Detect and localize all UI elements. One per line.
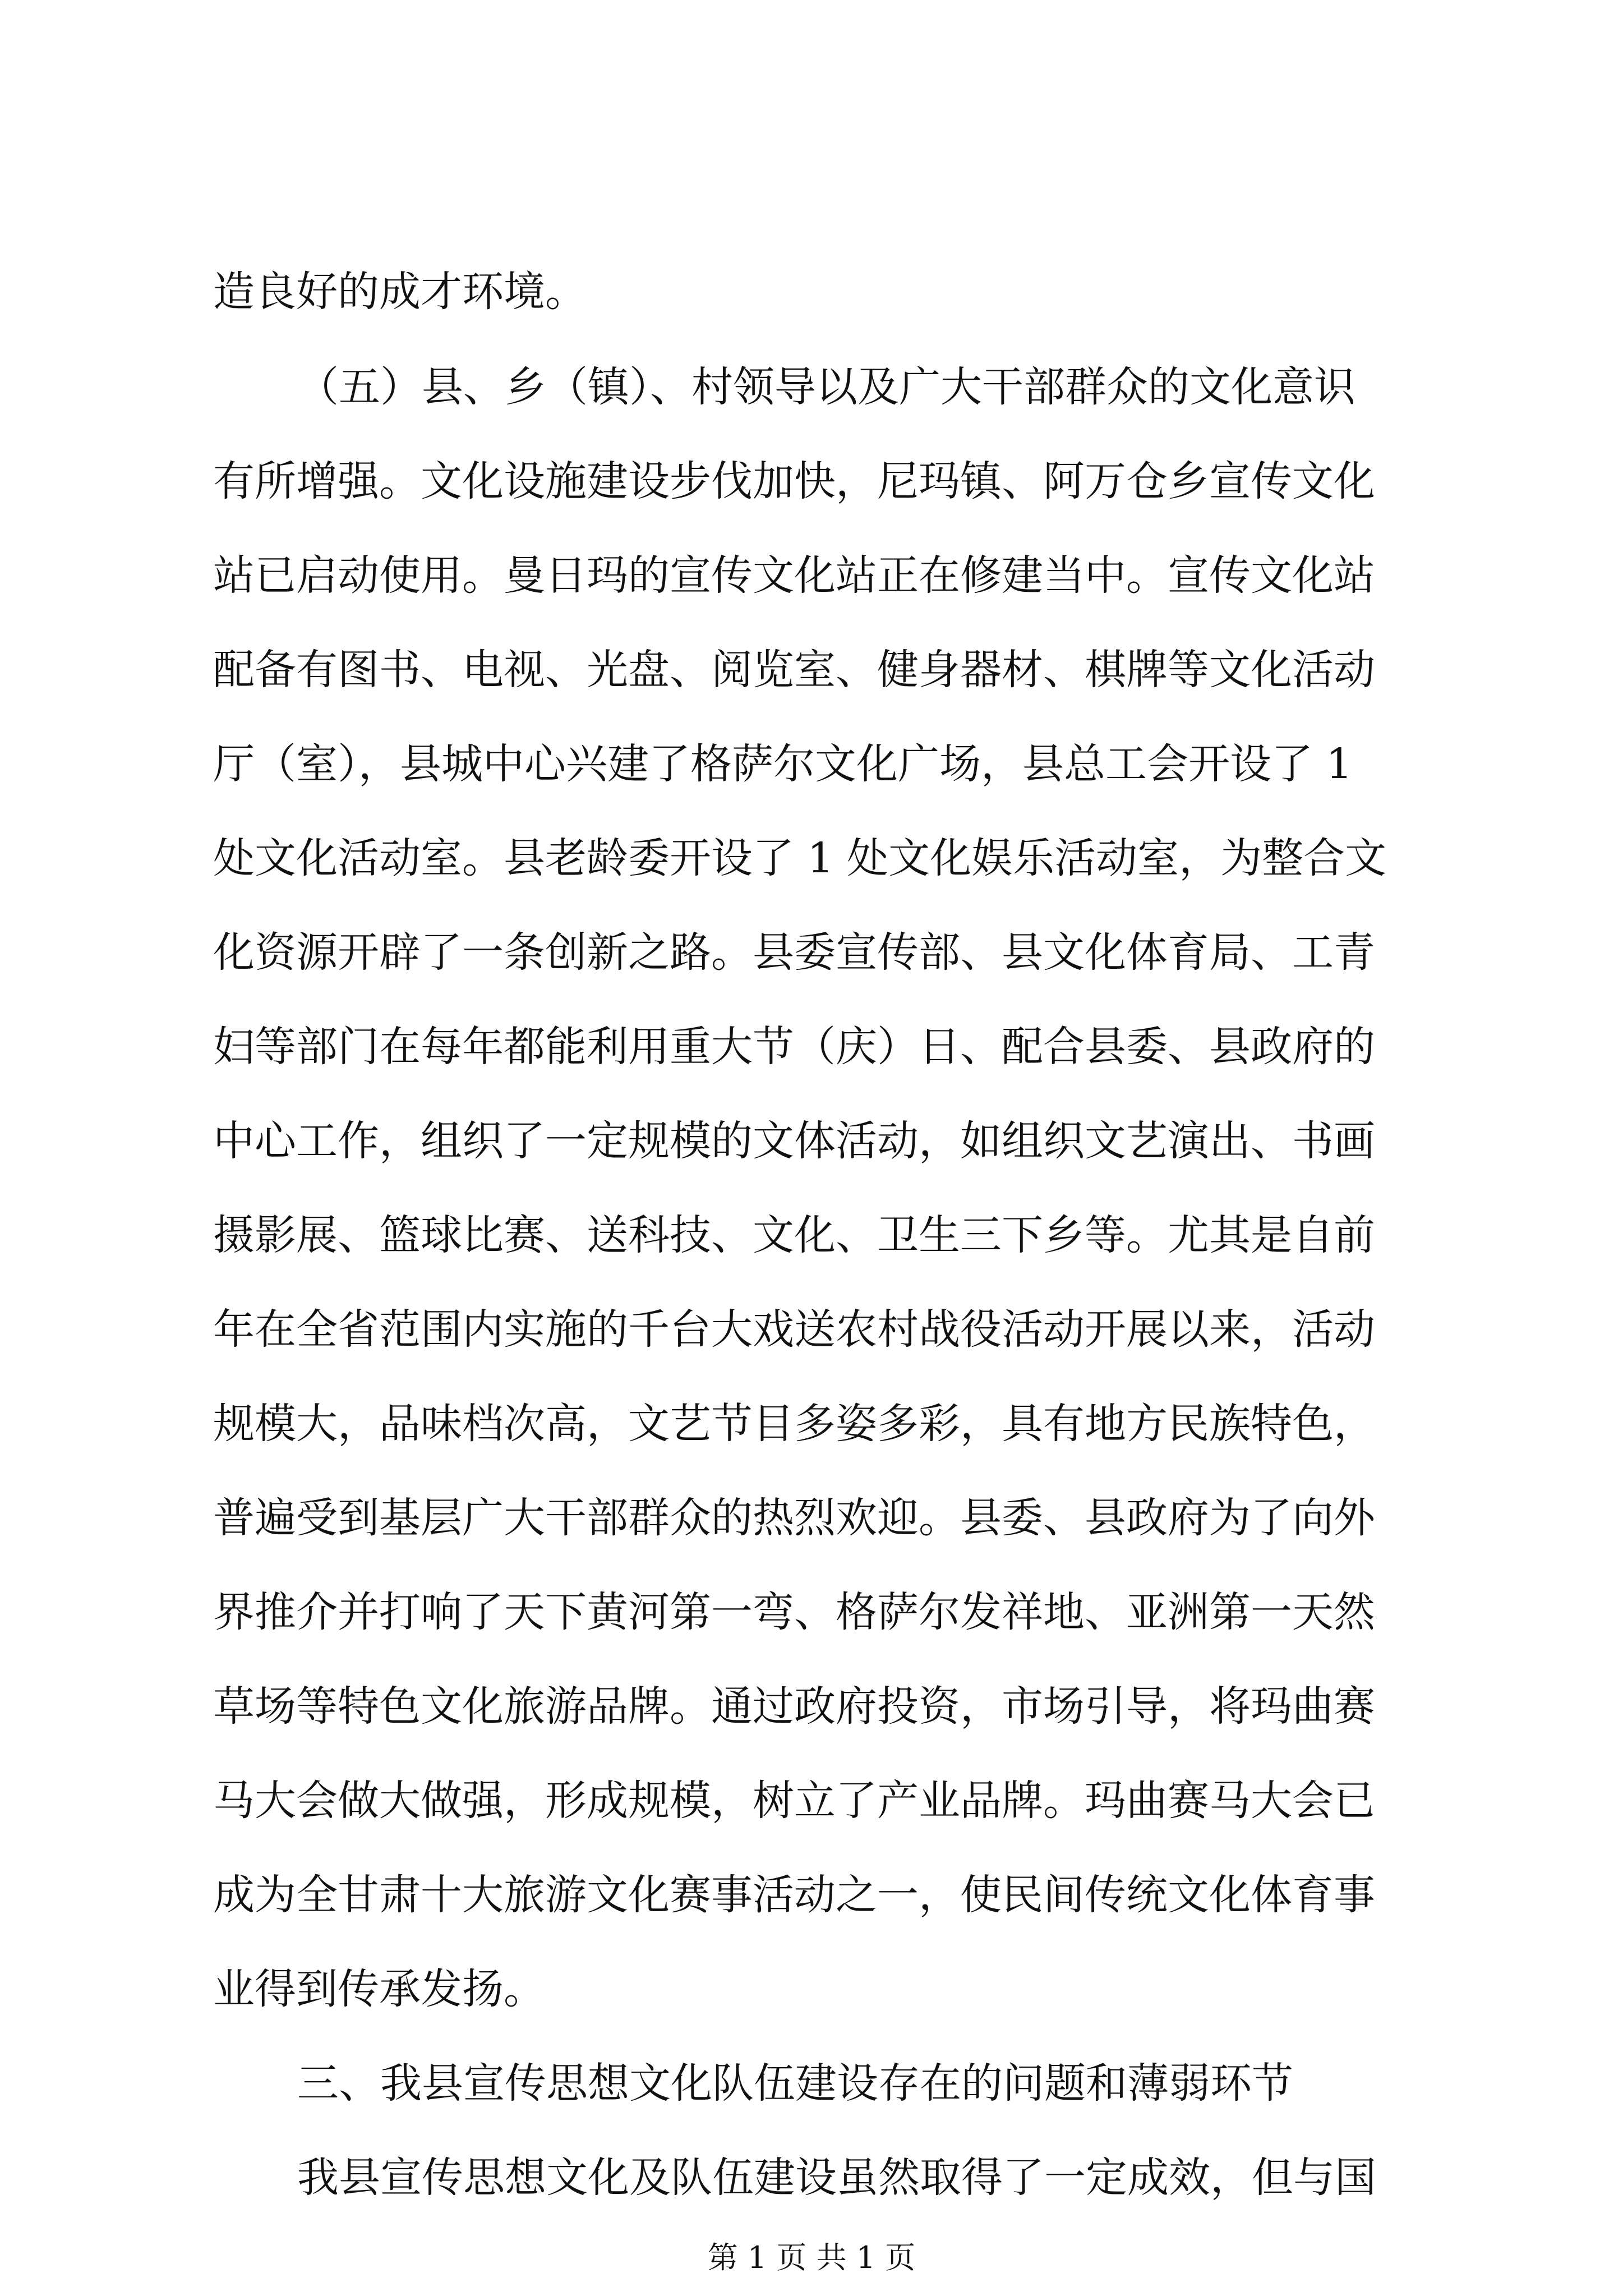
text-line: 中心工作，组织了一定规模的文体活动，如组织文艺演出、书画 [213, 1117, 1375, 1165]
paragraph-start-line: （五）县、乡（镇）、村领导以及广大干部群众的文化意识 [297, 363, 1355, 411]
text-line: 草场等特色文化旅游品牌。通过政府投资，市场引导，将玛曲赛 [213, 1682, 1375, 1731]
text-line: 站已启动使用。曼日玛的宣传文化站正在修建当中。宣传文化站 [213, 551, 1375, 600]
text-line: 有所增强。文化设施建设步伐加快，尼玛镇、阿万仓乡宣传文化 [213, 457, 1375, 505]
text-line: 马大会做大做强，形成规模，树立了产业品牌。玛曲赛马大会已 [213, 1777, 1375, 1825]
text-line: 厅（室），县城中心兴建了格萨尔文化广场，县总工会开设了 1 [213, 740, 1353, 788]
text-line: 普遍受到基层广大干部群众的热烈欢迎。县委、县政府为了向外 [213, 1494, 1375, 1542]
page-footer: 第 1 页 共 1 页 [707, 2240, 916, 2275]
text-line: 业得到传承发扬。 [213, 1965, 545, 2013]
text-line: 规模大，品味档次高，文艺节目多姿多彩，具有地方民族特色， [213, 1400, 1375, 1448]
text-line: 摄影展、篮球比赛、送科技、文化、卫生三下乡等。尤其是自前 [213, 1211, 1375, 1259]
text-line: 界推介并打响了天下黄河第一弯、格萨尔发祥地、亚洲第一天然 [213, 1588, 1375, 1636]
text-line: 化资源开辟了一条创新之路。县委宣传部、县文化体育局、工青 [213, 928, 1375, 977]
section-heading: 三、我县宣传思想文化队伍建设存在的问题和薄弱环节 [297, 2059, 1293, 2108]
text-line: 配备有图书、电视、光盘、阅览室、健身器材、棋牌等文化活动 [213, 646, 1375, 694]
text-line: 成为全甘肃十大旅游文化赛事活动之一，使民间传统文化体育事 [213, 1871, 1375, 1919]
text-line: 处文化活动室。县老龄委开设了 1 处文化娱乐活动室，为整合文 [213, 834, 1387, 882]
text-line: 造良好的成才环境。 [213, 268, 587, 316]
text-line: 妇等部门在每年都能利用重大节（庆）日、配合县委、县政府的 [213, 1023, 1375, 1071]
text-line: 年在全省范围内实施的千台大戏送农村战役活动开展以来，活动 [213, 1305, 1375, 1354]
paragraph-start-line: 我县宣传思想文化及队伍建设虽然取得了一定成效，但与国 [297, 2154, 1376, 2202]
